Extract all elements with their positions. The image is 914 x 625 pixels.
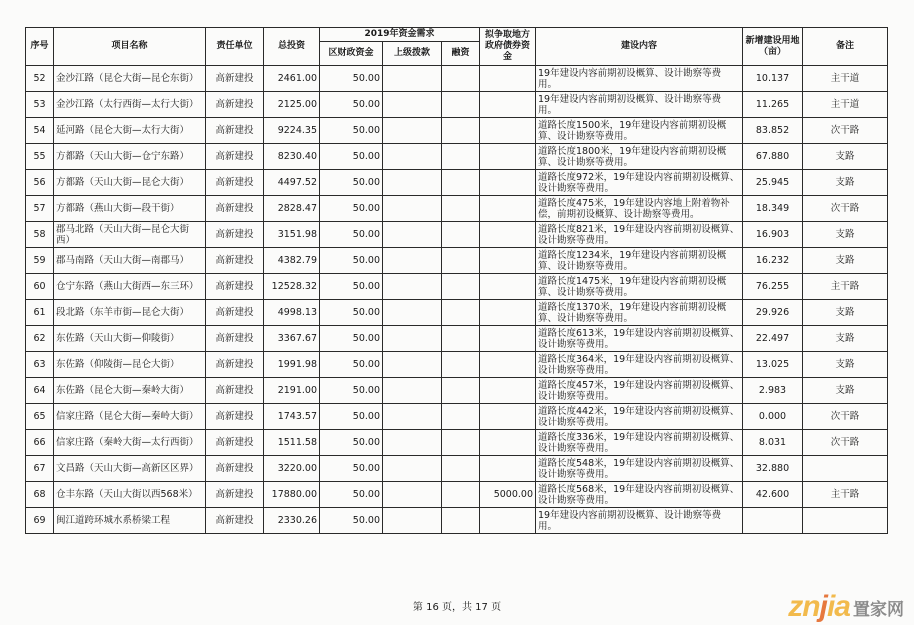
cell-seq: 63 [26,352,54,378]
cell-content: 道路长度1500米，19年建设内容前期初设概算、设计勘察等费用。 [536,118,743,144]
cell-district-funds: 50.00 [320,456,383,482]
header-total: 总投资 [264,28,320,66]
cell-note: 支路 [803,248,888,274]
cell-upper-funds [383,144,442,170]
cell-content: 道路长度1475米，19年建设内容前期初设概算、设计勘察等费用。 [536,274,743,300]
cell-note: 次干路 [803,196,888,222]
cell-unit: 高新建投 [206,482,264,508]
cell-unit: 高新建投 [206,378,264,404]
cell-note: 支路 [803,300,888,326]
cell-land: 18.349 [743,196,803,222]
cell-district-funds: 50.00 [320,508,383,534]
cell-project-name: 方都路（天山大街—仓宁东路） [54,144,206,170]
cell-content: 道路长度442米，19年建设内容前期初设概算、设计勘察等费用。 [536,404,743,430]
cell-upper-funds [383,118,442,144]
cell-project-name: 信家庄路（昆仑大街—秦岭大街） [54,404,206,430]
cell-note: 主干路 [803,482,888,508]
cell-upper-funds [383,404,442,430]
cell-bond [480,248,536,274]
cell-upper-funds [383,378,442,404]
cell-bond [480,456,536,482]
cell-note: 主干道 [803,66,888,92]
cell-land: 8.031 [743,430,803,456]
cell-project-name: 郡马北路（天山大街—昆仑大街西） [54,222,206,248]
cell-unit: 高新建投 [206,248,264,274]
header-note: 备注 [803,28,888,66]
cell-district-funds: 50.00 [320,92,383,118]
cell-note: 支路 [803,326,888,352]
cell-land: 83.852 [743,118,803,144]
table-row [26,92,888,118]
cell-land: 13.025 [743,352,803,378]
cell-total: 2330.26 [264,508,320,534]
cell-content: 道路长度336米，19年建设内容前期初设概算、设计勘察等费用。 [536,430,743,456]
cell-district-funds: 50.00 [320,170,383,196]
cell-unit: 高新建投 [206,300,264,326]
table-row [26,508,888,534]
cell-content: 道路长度972米，19年建设内容前期初设概算、设计勘察等费用。 [536,170,743,196]
cell-land: 67.880 [743,144,803,170]
cell-upper-funds [383,508,442,534]
cell-bond: 5000.00 [480,482,536,508]
cell-financing [442,118,480,144]
cell-financing [442,378,480,404]
cell-financing [442,222,480,248]
header-district-funds: 区财政资金 [320,42,383,66]
cell-land: 16.903 [743,222,803,248]
cell-unit: 高新建投 [206,170,264,196]
page-number: 第 16 页，共 17 页 [412,602,502,613]
table-row [26,456,888,482]
cell-financing [442,144,480,170]
cell-content: 19年建设内容前期初设概算、设计勘察等费用。 [536,66,743,92]
cell-bond [480,326,536,352]
cell-unit: 高新建投 [206,222,264,248]
cell-unit: 高新建投 [206,326,264,352]
table-row [26,222,888,248]
table-row [26,274,888,300]
watermark-site: 置家网 [853,599,904,620]
cell-unit: 高新建投 [206,508,264,534]
cell-total: 4998.13 [264,300,320,326]
table-row [26,430,888,456]
cell-content: 道路长度548米，19年建设内容前期初设概算、设计勘察等费用。 [536,456,743,482]
cell-project-name: 方都路（天山大街—昆仑大街） [54,170,206,196]
cell-seq: 54 [26,118,54,144]
cell-land: 42.600 [743,482,803,508]
header-land: 新增建设用地（亩） [743,28,803,66]
cell-unit: 高新建投 [206,92,264,118]
cell-note: 支路 [803,144,888,170]
cell-unit: 高新建投 [206,274,264,300]
cell-upper-funds [383,482,442,508]
cell-land: 2.983 [743,378,803,404]
cell-upper-funds [383,456,442,482]
cell-seq: 56 [26,170,54,196]
cell-financing [442,456,480,482]
cell-upper-funds [383,222,442,248]
cell-note [803,456,888,482]
cell-note [803,508,888,534]
table-row [26,352,888,378]
cell-upper-funds [383,430,442,456]
cell-land: 29.926 [743,300,803,326]
cell-bond [480,508,536,534]
cell-unit: 高新建投 [206,66,264,92]
cell-project-name: 郡马南路（天山大街—南郡马） [54,248,206,274]
cell-land: 25.945 [743,170,803,196]
cell-total: 4382.79 [264,248,320,274]
cell-content: 道路长度568米，19年建设内容前期初设概算、设计勘察等费用。 [536,482,743,508]
cell-bond [480,170,536,196]
cell-total: 2828.47 [264,196,320,222]
cell-content: 道路长度475米，19年建设内容地上附着物补偿，前期初设概算、设计勘察等费用。 [536,196,743,222]
header-seq: 序号 [26,28,54,66]
table-row [26,118,888,144]
cell-seq: 68 [26,482,54,508]
cell-seq: 69 [26,508,54,534]
cell-content: 道路长度364米，19年建设内容前期初设概算、设计勘察等费用。 [536,352,743,378]
cell-seq: 60 [26,274,54,300]
cell-unit: 高新建投 [206,456,264,482]
cell-total: 9224.35 [264,118,320,144]
cell-unit: 高新建投 [206,352,264,378]
cell-seq: 58 [26,222,54,248]
cell-project-name: 文昌路（天山大街—高新区区界） [54,456,206,482]
cell-bond [480,92,536,118]
cell-total: 2125.00 [264,92,320,118]
cell-district-funds: 50.00 [320,430,383,456]
cell-note: 次干路 [803,118,888,144]
cell-seq: 66 [26,430,54,456]
cell-financing [442,326,480,352]
cell-seq: 64 [26,378,54,404]
header-upper-funds: 上级拨款 [383,42,442,66]
cell-content: 道路长度613米，19年建设内容前期初设概算、设计勘察等费用。 [536,326,743,352]
cell-land: 0.000 [743,404,803,430]
table-row [26,300,888,326]
cell-district-funds: 50.00 [320,300,383,326]
cell-content: 道路长度1234米，19年建设内容前期初设概算、设计勘察等费用。 [536,248,743,274]
cell-district-funds: 50.00 [320,482,383,508]
cell-bond [480,378,536,404]
watermark [788,590,904,623]
cell-district-funds: 50.00 [320,326,383,352]
cell-upper-funds [383,248,442,274]
cell-content: 道路长度457米，19年建设内容前期初设概算、设计勘察等费用。 [536,378,743,404]
cell-district-funds: 50.00 [320,404,383,430]
cell-district-funds: 50.00 [320,274,383,300]
cell-total: 3151.98 [264,222,320,248]
cell-note: 支路 [803,170,888,196]
cell-bond [480,352,536,378]
cell-note: 次干路 [803,430,888,456]
cell-total: 2191.00 [264,378,320,404]
cell-upper-funds [383,326,442,352]
cell-seq: 53 [26,92,54,118]
cell-upper-funds [383,170,442,196]
cell-bond [480,118,536,144]
cell-upper-funds [383,196,442,222]
cell-bond [480,66,536,92]
cell-land: 22.497 [743,326,803,352]
cell-financing [442,66,480,92]
table-row [26,482,888,508]
cell-bond [480,300,536,326]
cell-total: 8230.40 [264,144,320,170]
cell-seq: 59 [26,248,54,274]
cell-project-name: 东佐路（昆仑大街—秦岭大街） [54,378,206,404]
cell-unit: 高新建投 [206,118,264,144]
cell-note: 次干路 [803,404,888,430]
cell-unit: 高新建投 [206,144,264,170]
cell-land: 32.880 [743,456,803,482]
table-row [26,66,888,92]
cell-upper-funds [383,66,442,92]
cell-note: 支路 [803,378,888,404]
cell-project-name: 仓丰东路（天山大街以西568米） [54,482,206,508]
cell-total: 3220.00 [264,456,320,482]
cell-total: 2461.00 [264,66,320,92]
cell-total: 1991.98 [264,352,320,378]
cell-financing [442,508,480,534]
cell-seq: 55 [26,144,54,170]
cell-district-funds: 50.00 [320,118,383,144]
header-project-name: 项目名称 [54,28,206,66]
cell-content: 19年建设内容前期初设概算、设计勘察等费用。 [536,508,743,534]
funding-table [25,27,888,534]
cell-content: 道路长度821米，19年建设内容前期初设概算、设计勘察等费用。 [536,222,743,248]
cell-financing [442,300,480,326]
cell-project-name: 金沙江路（昆仑大街—昆仑东街） [54,66,206,92]
cell-upper-funds [383,92,442,118]
cell-total: 12528.32 [264,274,320,300]
cell-district-funds: 50.00 [320,352,383,378]
cell-unit: 高新建投 [206,196,264,222]
table-row [26,404,888,430]
cell-financing [442,352,480,378]
cell-seq: 65 [26,404,54,430]
cell-content: 19年建设内容前期初设概算、设计勘察等费用。 [536,92,743,118]
cell-land: 11.265 [743,92,803,118]
cell-total: 4497.52 [264,170,320,196]
cell-total: 17880.00 [264,482,320,508]
table-row [26,170,888,196]
cell-bond [480,196,536,222]
cell-financing [442,196,480,222]
cell-financing [442,404,480,430]
cell-financing [442,170,480,196]
table-row [26,326,888,352]
cell-total: 1743.57 [264,404,320,430]
cell-project-name: 段北路（东羊市街—昆仑大街） [54,300,206,326]
cell-project-name: 闽江道跨环城水系桥梁工程 [54,508,206,534]
cell-project-name: 方都路（燕山大街—段干街） [54,196,206,222]
cell-note: 主干路 [803,274,888,300]
cell-district-funds: 50.00 [320,196,383,222]
cell-upper-funds [383,274,442,300]
cell-land: 10.137 [743,66,803,92]
cell-financing [442,482,480,508]
cell-district-funds: 50.00 [320,144,383,170]
table-row [26,248,888,274]
cell-bond [480,430,536,456]
cell-project-name: 东佐路（仰陵街—昆仑大街） [54,352,206,378]
header-funding-group: 2019年资金需求 [320,28,480,42]
cell-note: 支路 [803,352,888,378]
cell-land: 76.255 [743,274,803,300]
header-content: 建设内容 [536,28,743,66]
cell-project-name: 东佐路（天山大街—仰陵街） [54,326,206,352]
cell-project-name: 信家庄路（秦岭大街—太行西街） [54,430,206,456]
cell-district-funds: 50.00 [320,378,383,404]
cell-district-funds: 50.00 [320,66,383,92]
cell-content: 道路长度1800米，19年建设内容前期初设概算、设计勘察等费用。 [536,144,743,170]
cell-seq: 52 [26,66,54,92]
cell-note: 支路 [803,222,888,248]
cell-note: 主干道 [803,92,888,118]
cell-total: 3367.67 [264,326,320,352]
cell-unit: 高新建投 [206,430,264,456]
cell-seq: 61 [26,300,54,326]
header-financing: 融资 [442,42,480,66]
table-row [26,144,888,170]
cell-seq: 57 [26,196,54,222]
cell-project-name: 仓宁东路（燕山大街西—东三环） [54,274,206,300]
cell-seq: 67 [26,456,54,482]
cell-land: 16.232 [743,248,803,274]
cell-upper-funds [383,352,442,378]
cell-financing [442,92,480,118]
watermark-logo: znjia [788,590,850,623]
cell-financing [442,430,480,456]
cell-bond [480,404,536,430]
table-row [26,378,888,404]
table-body [26,66,888,534]
cell-bond [480,274,536,300]
header-unit: 责任单位 [206,28,264,66]
cell-project-name: 金沙江路（太行西街—太行大街） [54,92,206,118]
cell-seq: 62 [26,326,54,352]
cell-land [743,508,803,534]
cell-content: 道路长度1370米，19年建设内容前期初设概算、设计勘察等费用。 [536,300,743,326]
cell-total: 1511.58 [264,430,320,456]
header-bond: 拟争取地方政府债券资金 [480,28,536,66]
cell-bond [480,144,536,170]
cell-financing [442,248,480,274]
cell-project-name: 延河路（昆仑大街—太行大街） [54,118,206,144]
cell-district-funds: 50.00 [320,222,383,248]
cell-upper-funds [383,300,442,326]
cell-bond [480,222,536,248]
table-row [26,196,888,222]
cell-district-funds: 50.00 [320,248,383,274]
cell-unit: 高新建投 [206,404,264,430]
cell-financing [442,274,480,300]
